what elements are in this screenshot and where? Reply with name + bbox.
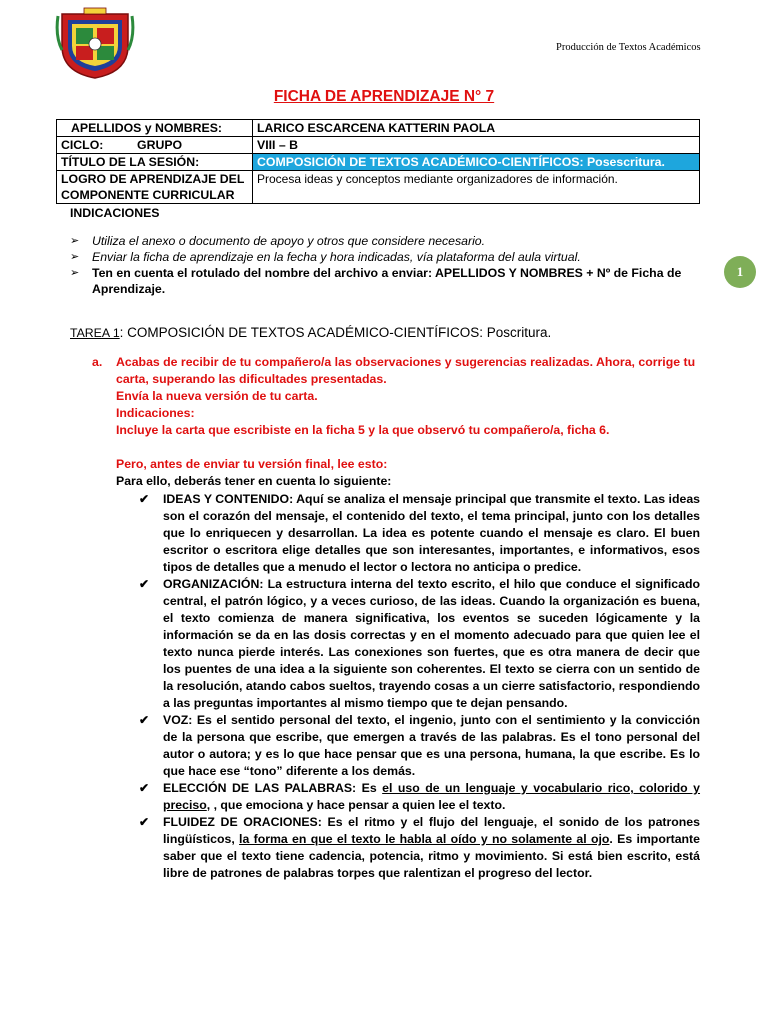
ciclo-value: VIII – B (253, 137, 700, 154)
fluidez-underlined: la forma en que el texto le habla al oído y no solamente al ojo (239, 832, 610, 846)
section-a-intro (92, 354, 700, 388)
table-row (57, 171, 700, 204)
section-a (92, 354, 700, 490)
table-row (57, 154, 700, 171)
university-crest-logo (54, 6, 136, 80)
tarea-label: TAREA 1 (70, 326, 120, 340)
ciclo-grupo-label (57, 137, 253, 154)
session-label: TÍTULO DE LA SESIÓN: (57, 154, 253, 171)
grupo-label: GRUPO (137, 138, 183, 152)
list-item (139, 712, 700, 780)
tarea-text: : COMPOSICIÓN DE TEXTOS ACADÉMICO-CIENTÍFICOS: Poscritura. (119, 325, 552, 340)
checkmark-icon: ✔ (139, 781, 150, 795)
arrow-bullet-icon: ➢ (70, 267, 80, 279)
list-item (70, 265, 695, 297)
section-a-line-4: Incluye la carta que escribiste en la ficha 5 y la que observó tu compañero/a, ficha 6. (116, 423, 610, 437)
criteria-checklist (139, 491, 700, 882)
names-label: APELLIDOS y NOMBRES: (57, 120, 253, 137)
list-item (70, 233, 695, 249)
indicacion-text: Utiliza el anexo o documento de apoyo y otros que considere necesario. (92, 234, 486, 248)
session-value: COMPOSICIÓN DE TEXTOS ACADÉMICO-CIENTÍFICOS: Posescritura. (253, 154, 700, 171)
checkmark-icon: ✔ (139, 815, 150, 829)
section-marker: a. (92, 355, 103, 369)
names-value: LARICO ESCARCENA KATTERIN PAOLA (253, 120, 700, 137)
spacer (92, 439, 700, 456)
indicacion-text: Enviar la ficha de aprendizaje en la fecha y hora indicadas, vía plataforma del aula virtual. (92, 250, 581, 264)
student-info-table (56, 119, 700, 204)
eleccion-text-b: , , que emociona y hace pensar a quien lee el texto. (206, 798, 506, 812)
section-a-line-6: Para ello, deberás tener en cuenta lo siguiente: (116, 474, 392, 488)
tarea-heading (70, 325, 551, 340)
checkmark-icon: ✔ (139, 577, 150, 591)
table-row (57, 120, 700, 137)
list-item (139, 491, 700, 576)
criterion-eleccion (163, 780, 700, 814)
logro-label (57, 171, 253, 204)
indicaciones-heading: INDICACIONES (70, 206, 160, 220)
checkmark-icon: ✔ (139, 713, 150, 727)
section-a-line-5: Pero, antes de enviar tu versión final, lee esto: (116, 457, 388, 471)
page-number-badge: 1 (724, 256, 756, 288)
logro-label-line-2: COMPONENTE CURRICULAR (61, 188, 235, 202)
list-item (139, 814, 700, 882)
criterion-organizacion: ORGANIZACIÓN: La estructura interna del texto escrito, el hilo que conduce el significado central, el patrón lógico, y a veces curioso, de las ideas. Cuando la organización es buena, el texto comienza de manera significativa, los eventos se suceden lógicamente y la información se da en las dosis correctas y en el momento adecuado para que quien lee el texto nunca pierde interés. Las conexiones son fuertes, que es otra manera de decir que los puentes de una idea a la siguiente son coherentes. El texto se cierra con un sentido de la resolución, atando cabos sueltos, trayendo cosas a un cierre satisfactorio, respondiendo a las preguntas importantes al mismo tiempo que te dejan pensando. (163, 577, 700, 710)
criterion-ideas: IDEAS Y CONTENIDO: Aquí se analiza el mensaje principal que transmite el texto. Las ideas son el corazón del mensaje, el contenido del texto, el tema principal, junto con los detalles que lo enriquecen y desarrollan. La idea es potente cuando el mensaje es claro. El buen escritor o escritora elige detalles que son interesantes, importantes, e informativos, esos tipos de detalles que a menudo el lector o lectora no anticipa o predice. (163, 492, 700, 574)
fluidez-text-a: FLUIDEZ DE ORACIONES: Es el ritmo y el flujo del lenguaje, el sonido de los patrones lingüísticos, (163, 815, 700, 846)
eleccion-underlined: el uso de un lenguaje y vocabulario rico, colorido y preciso (163, 781, 701, 812)
criterion-voz: VOZ: Es el sentido personal del texto, el ingenio, junto con el sentimiento y la convicción de la persona que escribe, que emergen a través de las palabras. Es el tono personal del autor o autora; y es lo que hace pensar que es una persona, humana, la que escribe. Es lo que hace ese “tono” diferente a los demás. (163, 713, 700, 778)
ciclo-label: CICLO: (61, 138, 104, 152)
table-row (57, 137, 700, 154)
section-a-line-2: Envía la nueva versión de tu carta. (116, 389, 318, 403)
section-a-line-1: Acabas de recibir de tu compañero/a las observaciones y sugerencias realizadas. Ahora, corrige tu carta, superando las dificultades presentadas. (116, 355, 696, 386)
arrow-bullet-icon: ➢ (70, 251, 80, 263)
list-item (70, 249, 695, 265)
criterion-fluidez (163, 814, 700, 882)
indicaciones-list (70, 233, 695, 297)
header-course-name: Producción de Textos Académicos (556, 42, 701, 53)
arrow-bullet-icon: ➢ (70, 235, 80, 247)
list-item (139, 576, 700, 712)
fluidez-text-b: . Es importante saber que el texto tiene cadencia, potencia, ritmo y movimiento. Si está bien escrito, está libre de patrones de palabras torpes que ralentizan el progreso del lector. (163, 832, 700, 880)
logro-value: Procesa ideas y conceptos mediante organizadores de información. (253, 171, 700, 204)
document-title: FICHA DE APRENDIZAJE N° 7 (273, 88, 495, 105)
logro-label-line-1: LOGRO DE APRENDIZAJE DEL (61, 172, 245, 186)
indicacion-text: Ten en cuenta el rotulado del nombre del archivo a enviar: APELLIDOS Y NOMBRES + Nº de Ficha de Aprendizaje. (92, 266, 682, 296)
list-item (139, 780, 700, 814)
checkmark-icon: ✔ (139, 492, 150, 506)
eleccion-text-a: ELECCIÓN DE LAS PALABRAS: Es (163, 781, 383, 795)
section-a-line-3: Indicaciones: (116, 406, 195, 420)
